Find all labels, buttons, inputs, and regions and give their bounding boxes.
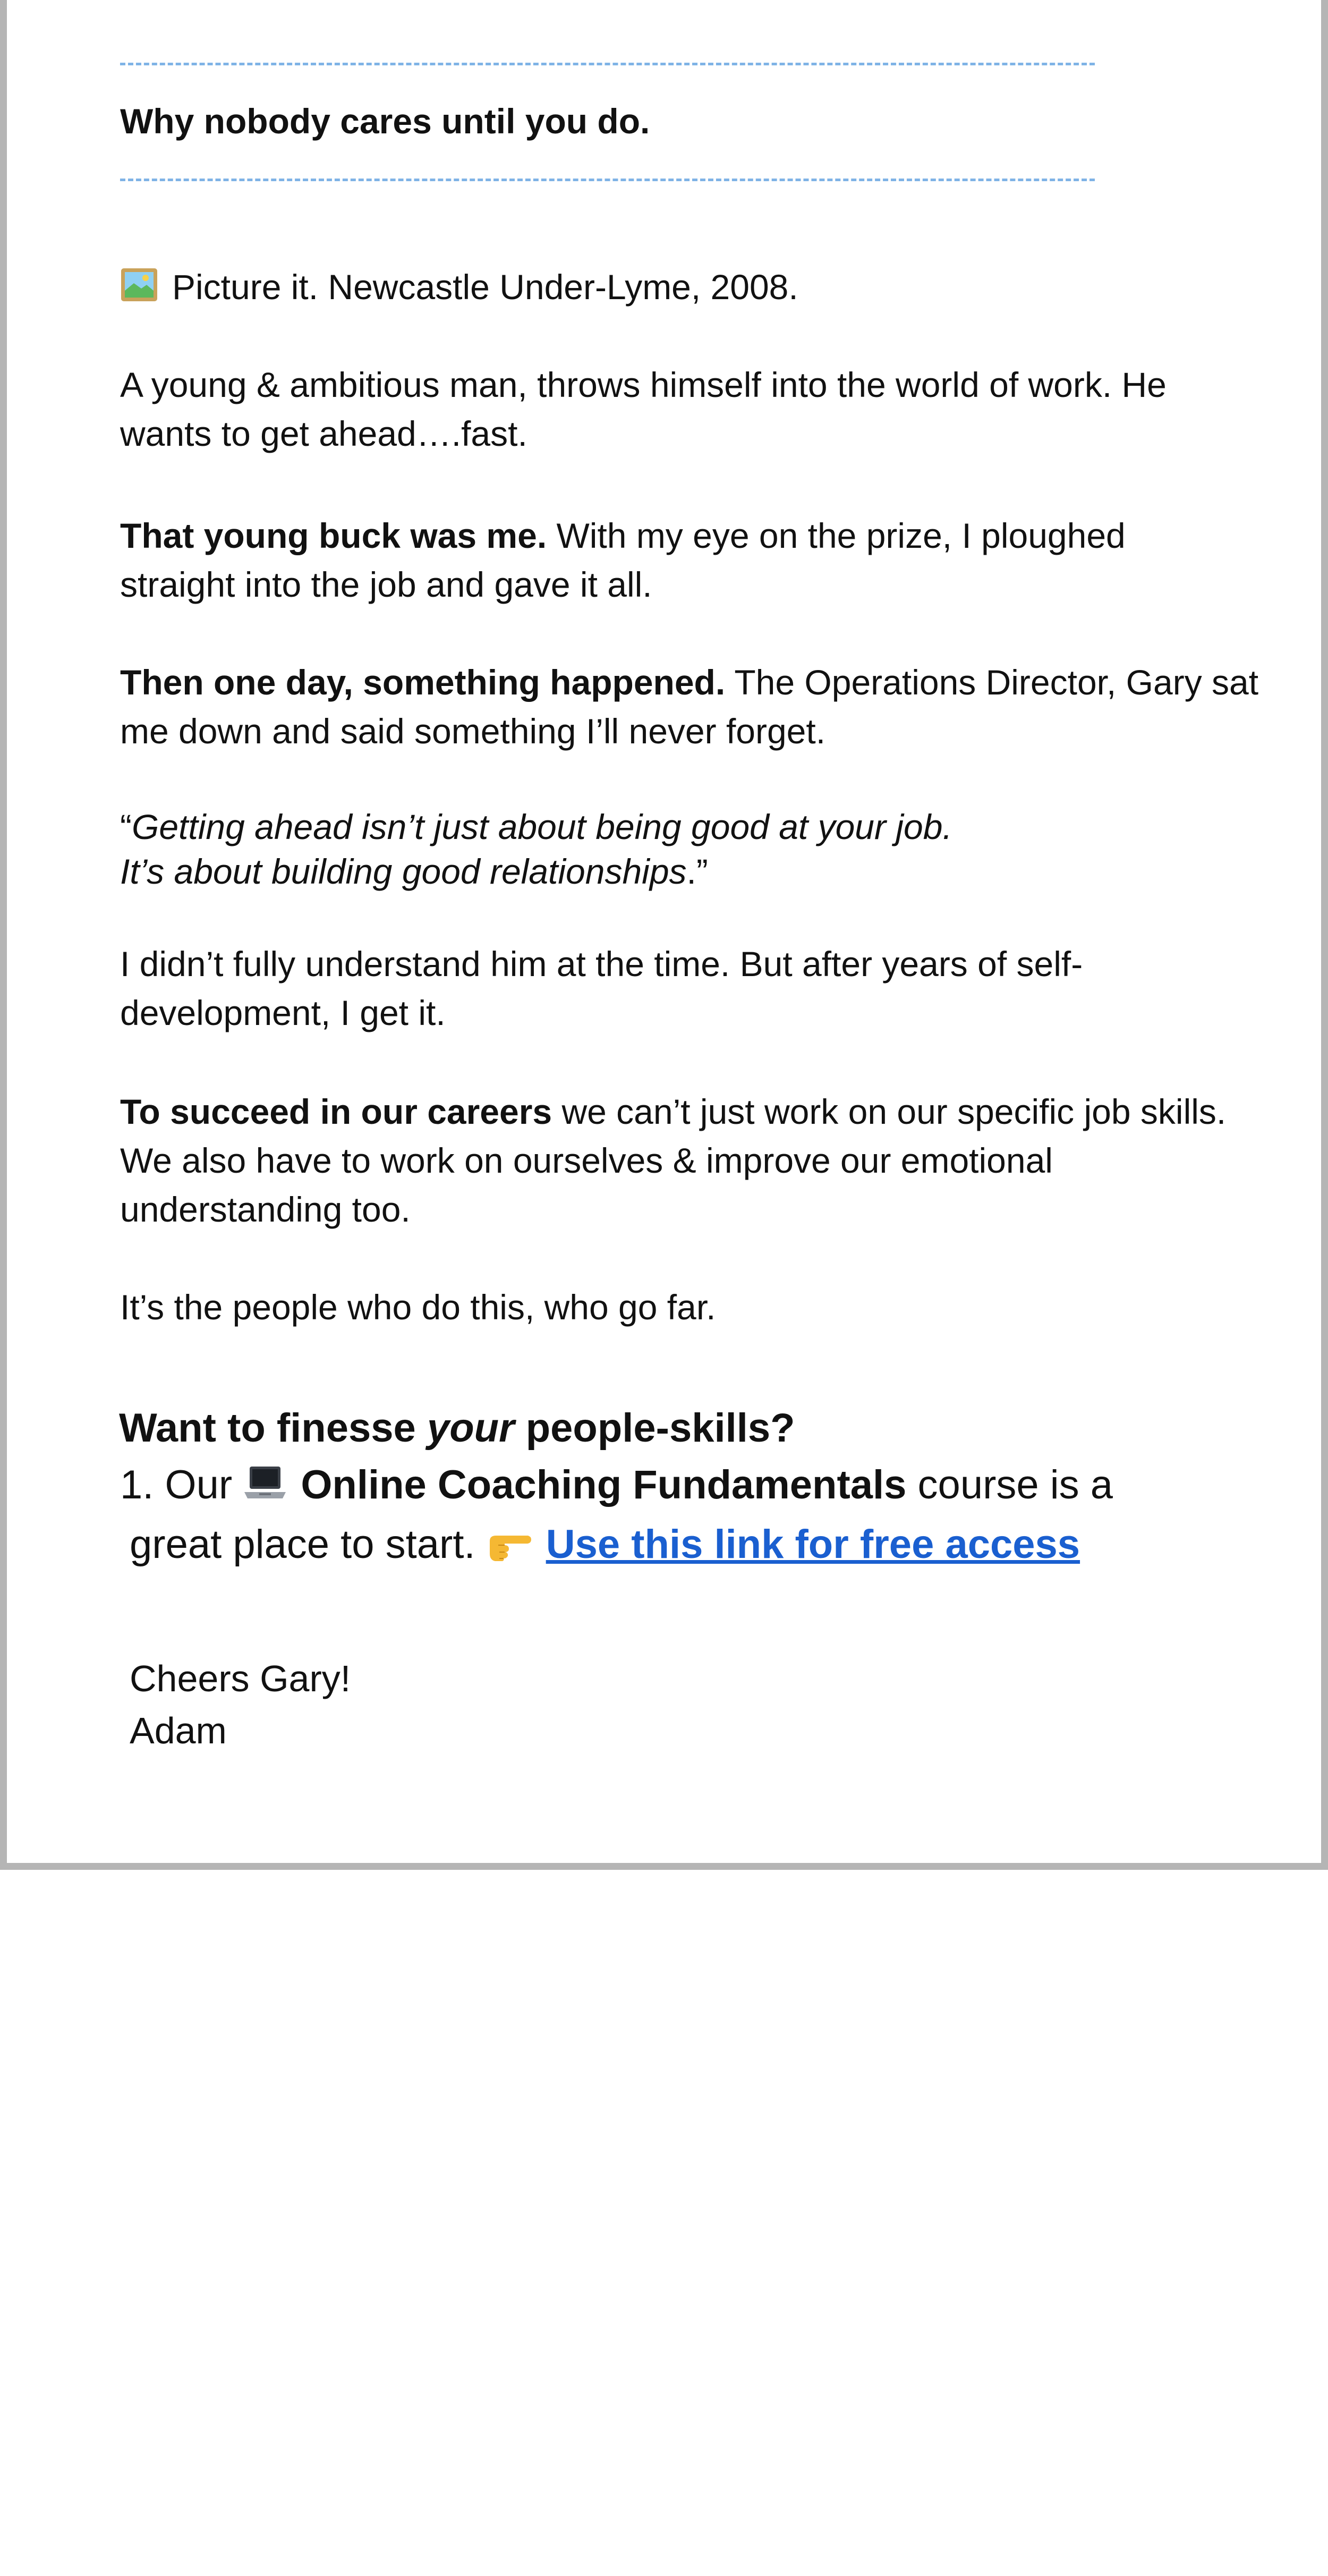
laptop-icon [243,1460,287,1516]
signoff [130,1653,351,1757]
quote-close-mark: .” [686,852,708,891]
something-happened-paragraph [120,658,1262,756]
young-buck-rest: With my eye on the prize, I ploughed straight into the job and gave it all. [120,516,1126,604]
cta-heading-end: people-skills? [514,1405,795,1451]
course-name: Online Coaching Fundamentals [301,1462,907,1507]
intro-text: Picture it. Newcastle Under-Lyme, 2008. [172,267,798,307]
cta-line-2: great place to start. [130,1522,487,1567]
story-paragraph: A young & ambitious man, throws himself into the world of work. He wants to get ahead….fast. [120,365,1167,453]
something-happened-rest: The Operations Director, Gary sat me down and said something I’ll never forget. [120,663,1259,751]
young-buck-paragraph [120,511,1236,609]
cta-heading-emphasis: your [427,1405,515,1451]
young-buck-emphasis: That young buck was me. [120,516,547,555]
go-far-paragraph: It’s the people who do this, who go far. [120,1287,716,1327]
cta-list-prefix: 1. Our [120,1462,244,1507]
intro-paragraph [120,262,798,315]
succeed-paragraph [120,1087,1262,1234]
succeed-rest: we can’t just work on our specific job skills. We also have to work on ourselves & improve our emotional understanding too. [120,1092,1227,1229]
signoff-greeting: Cheers Gary! [130,1658,351,1699]
cta-line-suffix: course is a [906,1462,1113,1507]
understanding-paragraph: I didn’t fully understand him at the time. But after years of self-development, I get it. [120,944,1083,1032]
bottom-divider [120,179,1095,181]
email-heading: Why nobody cares until you do. [120,101,650,141]
pointing-right-icon [487,1520,532,1576]
top-divider [120,63,1095,65]
cta-heading-start: Want to finesse [119,1405,427,1451]
succeed-emphasis: To succeed in our careers [120,1092,552,1131]
signoff-name: Adam [130,1710,227,1751]
framed-picture-icon [120,266,158,315]
cta-body [120,1457,1252,1576]
quote-line-1: Getting ahead isn’t just about being good at your job. [131,807,952,846]
quote-open-mark: “ [120,807,132,846]
quote-line-2: It’s about building good relationships [120,852,687,891]
something-happened-emphasis: Then one day, something happened. [120,663,726,702]
cta-heading [119,1401,795,1456]
free-access-link[interactable]: Use this link for free access [546,1522,1080,1567]
quote-paragraph [120,804,1236,894]
